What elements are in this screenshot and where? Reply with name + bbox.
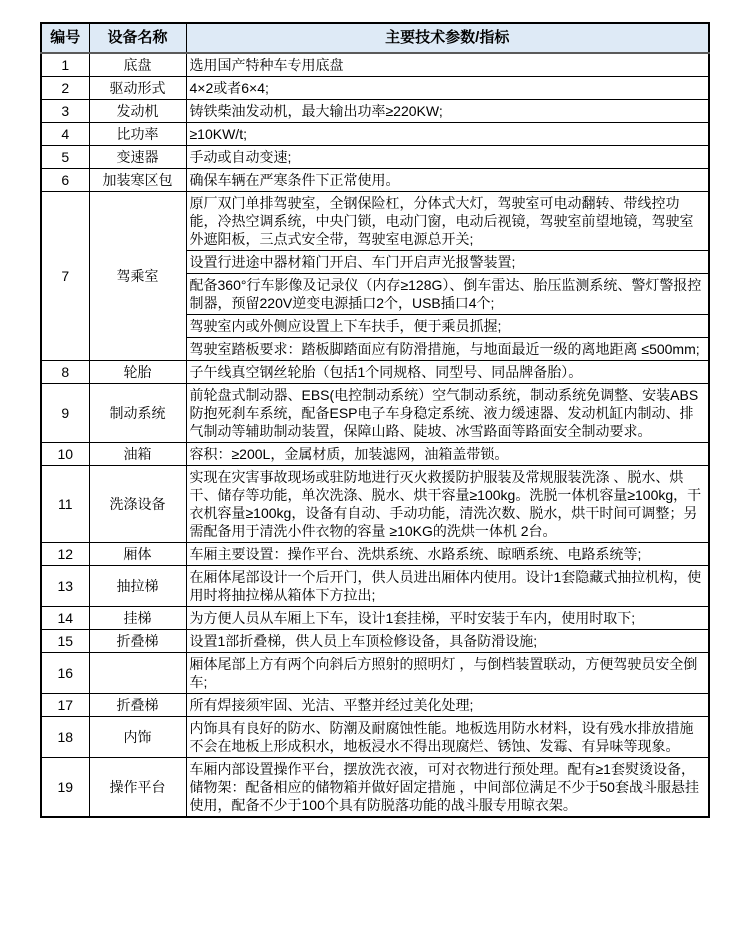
parameter-cell: 配备360°行车影像及记录仪（内存≥128G）、倒车雷达、胎压监测系统、警灯警报控制器，预留220V逆变电源插口2个，USB插口4个; [186, 274, 709, 315]
row-number-cell: 6 [41, 169, 89, 192]
parameter-cell: 厢体尾部上方有两个向斜后方照射的照明灯 ，与倒档装置联动，方便驾驶员安全倒车; [186, 653, 709, 694]
parameter-cell: 实现在灾害事故现场或驻防地进行灭火救援防护服装及常规服装洗涤 、脱水、烘干、储存等功能，单次洗涤、脱水、烘干容量≥100kg。洗脱一体机容量≥100kg，干衣机容量≥100kg，设备有自动、手动功能，清洗次数、脱水，烘干时间可调整；另需配备用于清洗小件衣物的容量 ≥10KG的洗烘一体机 2台。 [186, 466, 709, 543]
row-number-cell: 3 [41, 100, 89, 123]
row-number-cell: 9 [41, 384, 89, 443]
parameter-cell: 驾驶室内或外侧应设置上下车扶手，便于乘员抓握; [186, 315, 709, 338]
parameter-cell: 选用国产特种车专用底盘 [186, 53, 709, 77]
table-row [41, 192, 709, 251]
equipment-name-cell: 底盘 [89, 53, 186, 77]
parameter-cell: 手动或自动变速; [186, 146, 709, 169]
equipment-name-cell [89, 653, 186, 694]
table-row [41, 630, 709, 653]
table-row [41, 653, 709, 694]
table-row [41, 607, 709, 630]
equipment-name-cell: 加装寒区包 [89, 169, 186, 192]
parameter-cell: 在厢体尾部设计一个后开门，供人员进出厢体内使用。设计1套隐藏式抽拉机构，使用时将抽拉梯从箱体下方拉出; [186, 566, 709, 607]
equipment-name-cell: 挂梯 [89, 607, 186, 630]
parameter-cell: 内饰具有良好的防水、防潮及耐腐蚀性能。地板选用防水材料，设有残水排放措施不会在地板上形成积水，地板浸水不得出现腐烂、锈蚀、发霉、有异味等现象。 [186, 717, 709, 758]
row-number-cell: 16 [41, 653, 89, 694]
row-number-cell: 11 [41, 466, 89, 543]
table-row [41, 566, 709, 607]
parameter-cell: ≥10KW/t; [186, 123, 709, 146]
table-row [41, 717, 709, 758]
parameter-cell: 铸铁柴油发动机，最大输出功率≥220KW; [186, 100, 709, 123]
equipment-name-cell: 抽拉梯 [89, 566, 186, 607]
row-number-cell: 4 [41, 123, 89, 146]
equipment-name-cell: 发动机 [89, 100, 186, 123]
equipment-name-cell: 变速器 [89, 146, 186, 169]
parameter-cell: 子午线真空钢丝轮胎（包括1个同规格、同型号、同品牌备胎）。 [186, 361, 709, 384]
parameter-cell: 原厂双门单排驾驶室，全钢保险杠，分体式大灯，驾驶室可电动翻转、带线控功能，冷热空调系统，中央门锁，电动门窗，电动后视镜，驾驶室前望地镜，驾驶室外遮阳板，三点式安全带，驾驶室电源总开关; [186, 192, 709, 251]
col-header-number: 编号 [41, 23, 89, 53]
table-body [41, 53, 709, 817]
table-row [41, 146, 709, 169]
parameter-cell: 车厢内部设置操作平台，摆放洗衣液，可对衣物进行预处理。配有≥1套熨烫设备，储物架：配备相应的储物箱并做好固定措施 ，中间部位满足不少于50套战斗服悬挂使用，配备不少于100个具有防脱落功能的战斗服专用晾衣架。 [186, 758, 709, 818]
parameter-cell: 4×2或者6×4; [186, 77, 709, 100]
equipment-name-cell: 折叠梯 [89, 694, 186, 717]
row-number-cell: 1 [41, 53, 89, 77]
col-header-parameters: 主要技术参数/指标 [186, 23, 709, 53]
row-number-cell: 15 [41, 630, 89, 653]
equipment-name-cell: 操作平台 [89, 758, 186, 818]
row-number-cell: 5 [41, 146, 89, 169]
parameter-cell: 设置1部折叠梯，供人员上车顶检修设备，具备防滑设施; [186, 630, 709, 653]
equipment-name-cell: 折叠梯 [89, 630, 186, 653]
table-row [41, 543, 709, 566]
parameter-cell: 为方便人员从车厢上下车，设计1套挂梯，平时安装于车内，使用时取下; [186, 607, 709, 630]
parameter-cell: 驾驶室踏板要求：踏板脚踏面应有防滑措施，与地面最近一级的离地距离 ≤500mm; [186, 338, 709, 361]
table-header-row [41, 23, 709, 53]
parameter-cell: 设置行进途中器材箱门开启、车门开启声光报警装置; [186, 251, 709, 274]
table-row [41, 361, 709, 384]
parameter-cell: 确保车辆在严寒条件下正常使用。 [186, 169, 709, 192]
row-number-cell: 10 [41, 443, 89, 466]
row-number-cell: 19 [41, 758, 89, 818]
row-number-cell: 13 [41, 566, 89, 607]
row-number-cell: 7 [41, 192, 89, 361]
parameter-cell: 前轮盘式制动器、EBS(电控制动系统）空气制动系统，制动系统免调整、安装ABS防抱死刹车系统，配备ESP电子车身稳定系统、液力缓速器、发动机缸内制动、排气制动等辅助制动装置，保障山路、陡坡、冰雪路面等路面安全制动要求。 [186, 384, 709, 443]
equipment-name-cell: 厢体 [89, 543, 186, 566]
equipment-name-cell: 油箱 [89, 443, 186, 466]
equipment-name-cell: 比功率 [89, 123, 186, 146]
row-number-cell: 17 [41, 694, 89, 717]
parameter-cell: 所有焊接须牢固、光洁、平整并经过美化处理; [186, 694, 709, 717]
equipment-name-cell: 洗涤设备 [89, 466, 186, 543]
equipment-name-cell: 制动系统 [89, 384, 186, 443]
row-number-cell: 8 [41, 361, 89, 384]
equipment-name-cell: 轮胎 [89, 361, 186, 384]
table-row [41, 758, 709, 818]
table-row [41, 53, 709, 77]
equipment-name-cell: 驱动形式 [89, 77, 186, 100]
table-row [41, 100, 709, 123]
table-row [41, 443, 709, 466]
row-number-cell: 2 [41, 77, 89, 100]
equipment-spec-table [40, 22, 710, 818]
equipment-name-cell: 内饰 [89, 717, 186, 758]
equipment-name-cell: 驾乘室 [89, 192, 186, 361]
row-number-cell: 12 [41, 543, 89, 566]
table-row [41, 123, 709, 146]
table-row [41, 384, 709, 443]
col-header-equipment-name: 设备名称 [89, 23, 186, 53]
parameter-cell: 车厢主要设置：操作平台、洗烘系统、水路系统、晾晒系统、电路系统等; [186, 543, 709, 566]
table-row [41, 466, 709, 543]
table-row [41, 77, 709, 100]
table-row [41, 694, 709, 717]
parameter-cell: 容积：≥200L，金属材质，加装滤网，油箱盖带锁。 [186, 443, 709, 466]
row-number-cell: 18 [41, 717, 89, 758]
row-number-cell: 14 [41, 607, 89, 630]
table-row [41, 169, 709, 192]
